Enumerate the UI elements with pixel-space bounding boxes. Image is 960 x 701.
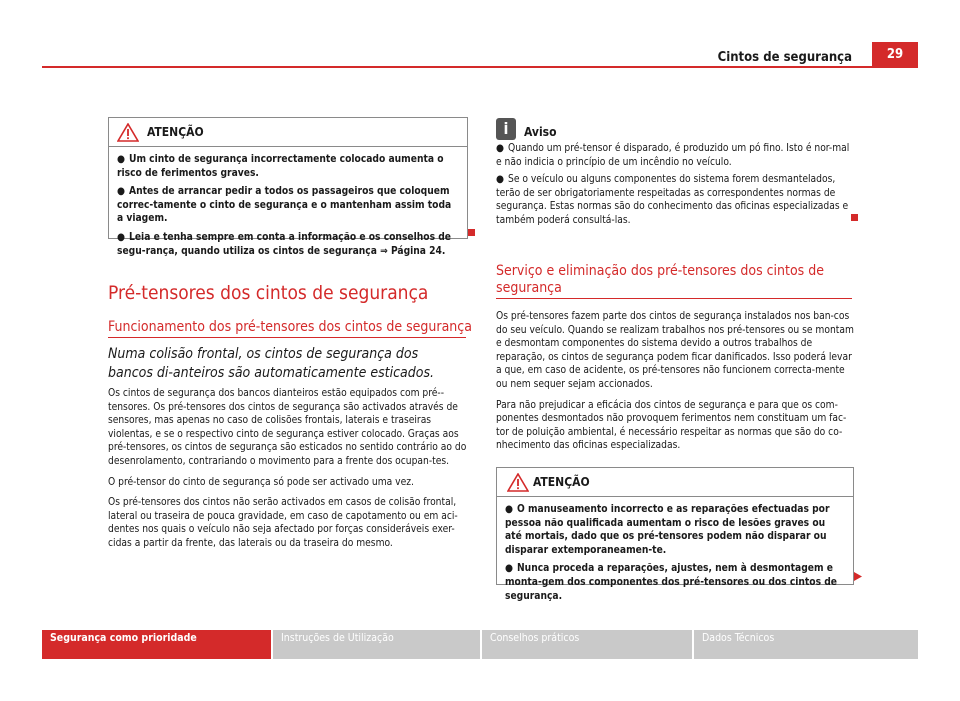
warning-item: ● Nunca proceda a reparações, ajustes, nem à desmontagem e monta-gem dos componentes dos pré-tensores ou dos cintos de segurança. (505, 563, 838, 602)
lead-text: Numa colisão frontal, os cintos de segurança dos bancos di-anteiros são automaticamente esticados. (108, 346, 435, 381)
main-heading: Pré-tensores dos cintos de segurança (108, 282, 429, 304)
right-heading: Serviço e eliminação dos pré-tensores dos cintos de segurança (496, 263, 824, 296)
page-number: 29 (886, 47, 904, 62)
footer-tab-label: Instruções de Utilização (281, 632, 394, 644)
warning-body (497, 497, 853, 603)
warning-header (497, 468, 853, 497)
note-item: ● Se o veículo ou alguns componentes do sistema forem desmantelados, terão de ser obrigatoriamente respeitadas as correspondentes normas de segurança. Estas normas são do conhecimento das oficinas especializadas e também poderá consultá-las. (496, 174, 849, 226)
warning-item: ● Leia e tenha sempre em conta a informação e os conselhos de segu-rança, quando utiliza os cintos de segurança ⇒ Página 24. (117, 231, 452, 257)
paragraph: O pré-tensor do cinto de segurança só pode ser activado uma vez. (108, 476, 414, 488)
paragraph: Para não prejudicar a eficácia dos cintos de segurança e para que os com-ponentes desmontados não provoquem ferimentos nem constituam um fac-tor de poluição ambiental, é necessário respeitar as normas que são do co-nhecimento das oficinas especializadas. (496, 399, 847, 452)
footer-tab-safety[interactable] (42, 630, 271, 659)
footer-tab-instructions[interactable] (273, 630, 480, 659)
footer-tab-label: Conselhos práticos (490, 632, 580, 644)
paragraph: Os cintos de segurança dos bancos dianteiros estão equipados com pré--tensores. Os pré-tensores dos cintos de segurança são activados através de sensores, mas apenas no caso de colisões frontais, laterais e traseiras violentas, e se o respectivo cinto de segurança estiver colocado. Graças aos pré-tensores, os cintos de segurança são esticados no sentido contrário ao do desenrolamento, contrariando o movimento para a frente dos ocupan-tes. (108, 388, 467, 467)
note-item: ● Quando um pré-tensor é disparado, é produzido um pó fino. Isto é nor-mal e não indicia o princípio de um incêndio no veículo. (496, 143, 850, 168)
warning-title: ATENÇÃO (533, 475, 590, 489)
warning-item: ● Antes de arrancar pedir a todos os passageiros que coloquem correc-tamente o cinto de segurança e o mantenham assim toda a viagem. (117, 186, 452, 225)
right-heading-rule (496, 298, 852, 299)
info-note-icon: i (496, 118, 516, 140)
warning-title: ATENÇÃO (147, 125, 204, 139)
warning-box-right (496, 467, 854, 602)
warning-item: ● O manuseamento incorrecto e as reparações efectuadas por pessoa não qualificada aumentam o risco de lesões graves ou até mortais, dado que os pré-tensores podem não disparar ou disparar extemporaneamen-te. (505, 504, 830, 556)
footer-tab-tips[interactable] (482, 630, 692, 659)
sub-heading: Funcionamento dos pré-tensores dos cintos de segurança (108, 319, 472, 335)
header-rule (42, 66, 918, 68)
paragraph: Os pré-tensores fazem parte dos cintos de segurança instalados nos ban-cos do seu veículo. Quando se realizam trabalhos nos pré-tensores ou se montam e desmontam componentes do sistema devido a outros trabalhos de reparação, os cintos de segurança podem ficar danificados. Isso poderá levar a que, em caso de acidente, os pré-tensores não funcionem correcta-mente ou nem sequer sejam accionados. (496, 311, 854, 390)
warning-item: ● Um cinto de segurança incorrectamente colocado aumenta o risco de ferimentos graves. (117, 154, 444, 179)
warning-header (109, 118, 467, 147)
left-body-text (108, 387, 468, 558)
warning-triangle-icon (507, 473, 529, 492)
end-marker (468, 229, 475, 236)
footer-tab-label: Dados Técnicos (702, 632, 775, 644)
warning-triangle-icon (117, 123, 139, 142)
right-body-text (496, 310, 858, 460)
note-title: Aviso (524, 125, 557, 139)
warning-box-left (108, 117, 468, 257)
note-body (496, 142, 856, 235)
section-title: Cintos de segurança (717, 50, 852, 65)
warning-body (109, 147, 467, 258)
footer-tab-label: Segurança como prioridade (50, 632, 197, 644)
paragraph: Os pré-tensores dos cintos não serão activados em casos de colisão frontal, lateral ou traseira de pouca gravidade, em caso de capotamento ou em aci-dentes nos quais o veículo não seja afectado por forças consideráveis exer-cidas a partir da frente, das laterais ou da traseira do mesmo. (108, 497, 458, 549)
footer-tab-technical-data[interactable] (694, 630, 918, 659)
sub-heading-rule (108, 337, 466, 338)
continue-arrow-icon (854, 572, 862, 581)
end-marker (851, 214, 858, 221)
